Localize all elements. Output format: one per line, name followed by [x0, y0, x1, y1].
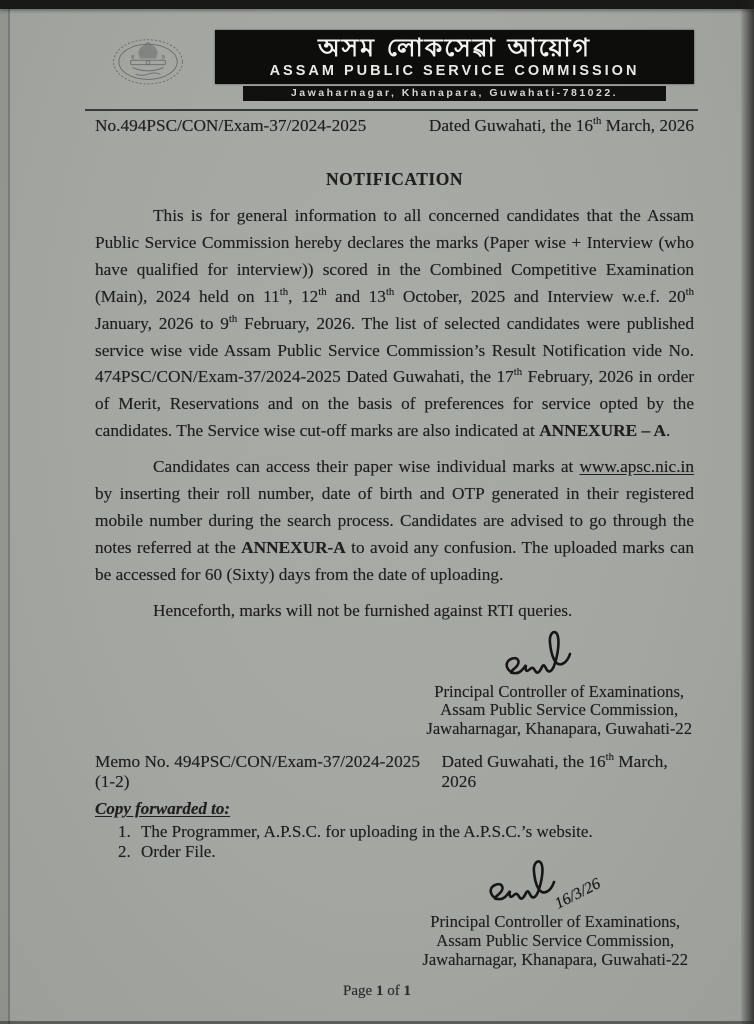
paragraph-access-instructions: Candidates can access their paper wise individual marks at www.apsc.nic.in by inserting their roll number, date of birth and OTP generated in their registered mobile number during the search process. Candidates are advised to go through the notes referred at the ANNEXUR-A to avoid any confusion. The uploaded marks can be accessed for 60 (Sixty) days from the date of uploading. — [95, 457, 694, 584]
scan-edge-right — [741, 0, 754, 1024]
signatory-organization: Assam Public Service Commission, — [440, 700, 679, 720]
signatory-designation: Principal Controller of Examinations, — [434, 681, 685, 701]
issue-date: Dated Guwahati, the 16th March, 2026 — [428, 115, 694, 135]
memo-date: Dated Guwahati, the 16th March, 2026 — [441, 751, 668, 792]
ashoka-emblem-icon — [107, 30, 189, 92]
copy-forwarded-item: 2. Order File. — [135, 842, 694, 862]
org-name-english: ASSAM PUBLIC SERVICE COMMISSION — [269, 63, 640, 79]
org-banner-box — [215, 30, 694, 84]
signatory-organization: Assam Public Service Commission, — [436, 930, 675, 950]
org-name-assamese: অসম লোকসেৱা আয়োগ — [318, 33, 591, 62]
reference-number: No.494PSC/CON/Exam-37/2024-2025 — [95, 116, 367, 135]
org-banner — [215, 30, 694, 101]
org-address: Jawaharnagar, Khanapara, Guwahati-781022. — [243, 86, 666, 101]
copy-forwarded-list — [95, 822, 694, 861]
signature-date: 16/3/26 — [552, 875, 604, 913]
letterhead — [95, 30, 694, 101]
scan-edge-top — [0, 0, 754, 9]
signature-icon — [470, 859, 640, 915]
scan-edge-left — [0, 0, 8, 1024]
signatory-designation: Principal Controller of Examinations, — [430, 912, 681, 932]
header-divider — [85, 109, 698, 111]
memo-number: Memo No. 494PSC/CON/Exam-37/2024-2025 (1-2) — [95, 752, 420, 792]
scan-edge-left-line — [8, 0, 10, 1024]
signatory-block-1 — [426, 627, 692, 739]
copy-forwarded-item: 1. The Programmer, A.P.S.C. for uploading in the A.P.S.C.’s website. — [135, 822, 694, 842]
page-number: Page 1 of 1 — [343, 983, 411, 999]
reference-row — [95, 116, 694, 136]
copy-forwarded-label: Copy forwarded to: — [95, 799, 231, 819]
signatory-address: Jawaharnagar, Khanapara, Guwahati-22 — [426, 718, 692, 738]
memo-row — [95, 752, 694, 792]
document-title: NOTIFICATION — [326, 169, 463, 189]
signatory-block-2 — [422, 859, 688, 969]
document-content — [0, 30, 754, 969]
paragraph-declaration: This is for general information to all concerned candidates that the Assam Public Service Commission hereby declares the marks (Paper wise + Interview (who have qualified for interview)) scored in the Combined Competitive Examination (Main), 2024 held on 11th, 12th and 13th October, 2025 and Interview w.e.f. 20th January, 2026 to 9th February, 2026. The list of selected candidates were published service wise vide Assam Public Service Commission’s Result Notification vide No. 474PSC/CON/Exam-37/2024-2025 Dated Guwahati, the 17th February, 2026 in order of Merit, Reservations and on the basis of preferences for service opted by the candidates. The Service wise cut-off marks are also indicated at ANNEXURE – A. — [95, 206, 694, 441]
signature-icon — [494, 627, 604, 685]
signatory-address: Jawaharnagar, Khanapara, Guwahati-22 — [422, 949, 688, 969]
paragraph-rti-note: Henceforth, marks will not be furnished against RTI queries. — [153, 600, 573, 620]
